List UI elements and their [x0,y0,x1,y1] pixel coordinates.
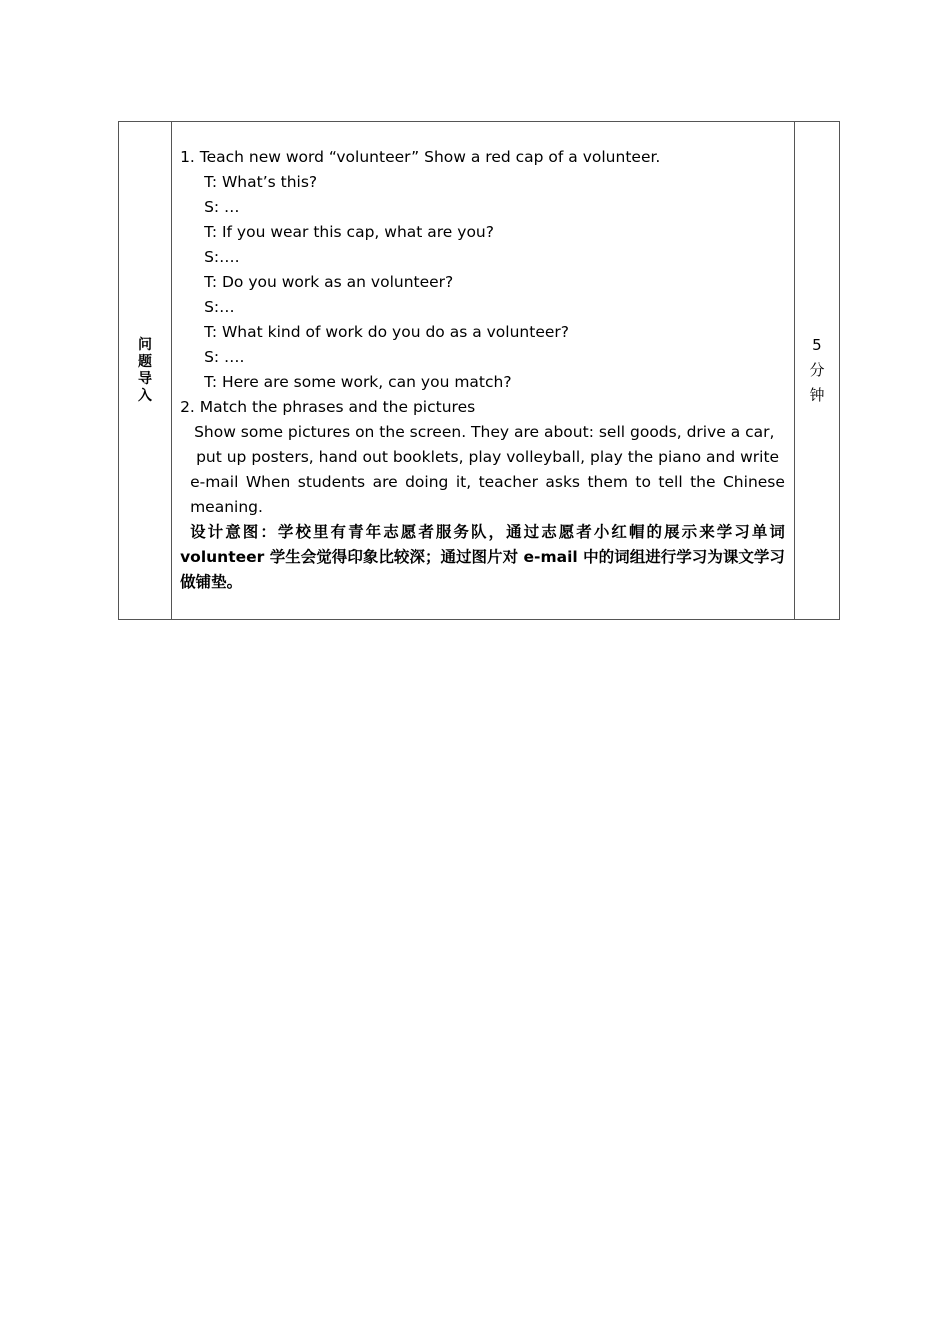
lesson-plan-table [118,121,840,620]
dialogue-line: T: Here are some work, can you match? [204,373,512,391]
dialogue-line: T: What kind of work do you do as a volunteer? [204,323,569,341]
step2-paragraph-3: e-mail When students are doing it, teacher asks them to tell the Chinese meaning. [190,473,785,516]
dialogue-line: S:…. [204,248,240,266]
dialogue-line: S:… [204,298,235,316]
step2-title: 2. Match the phrases and the pictures [180,398,476,416]
dialogue-line: T: If you wear this cap, what are you? [204,223,494,241]
time-cell [794,122,839,620]
table-row [119,122,840,620]
lesson-content [180,144,785,597]
dialogue-line: T: What’s this? [204,173,318,191]
stage-cell [119,122,172,620]
stage-label: 问题导入 [138,336,153,404]
design-intent: 设计意图：学校里有青年志愿者服务队，通过志愿者小红帽的展示来学习单词volunteer 学生会觉得印象比较深；通过图片对 e-mail 中的词组进行学习为课文学习做铺垫。 [180,523,785,591]
dialogue-line: S: …. [204,348,245,366]
time-label: 5分钟 [809,336,825,404]
step2-paragraph-1: Show some pictures on the screen. They are about: sell goods, drive a car, [194,423,775,441]
dialogue-line: T: Do you work as an volunteer? [204,273,454,291]
content-cell [172,122,795,620]
dialogue-line: S: … [204,198,240,216]
step2-paragraph-2: put up posters, hand out booklets, play volleyball, play the piano and write [196,448,780,466]
step1-title: 1. Teach new word “volunteer” Show a red cap of a volunteer. [180,148,661,166]
